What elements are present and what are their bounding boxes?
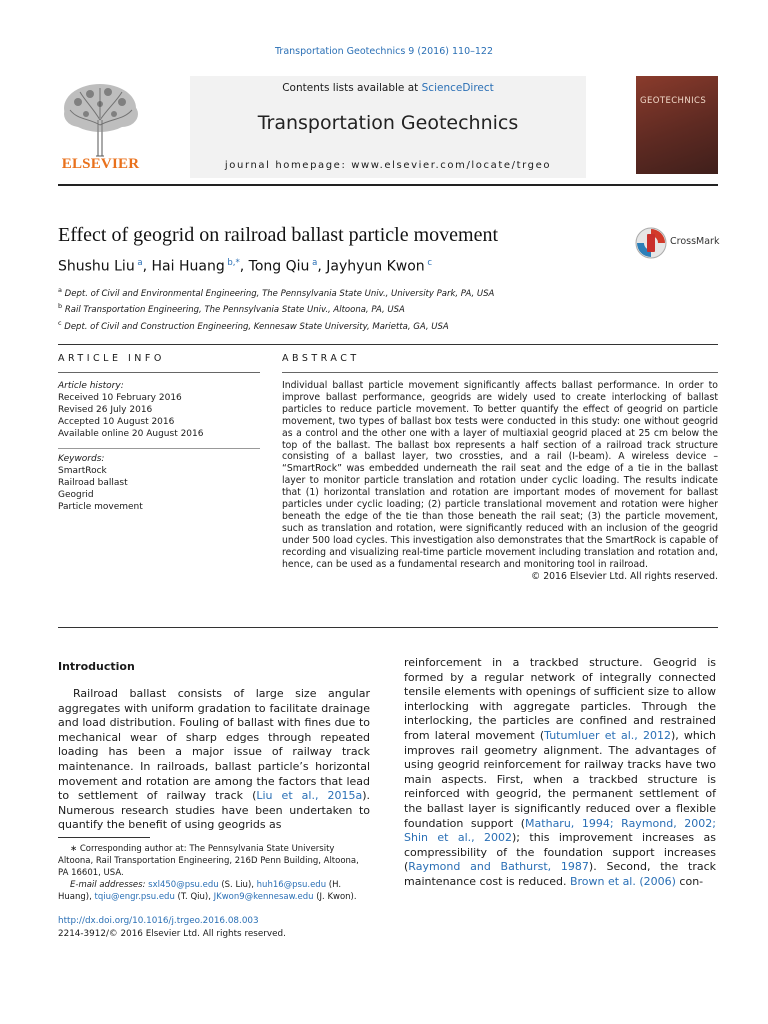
header-rule [58,184,718,186]
footnote [58,843,370,903]
author-name[interactable]: Jayhyun Kwon [326,258,425,275]
journal-citation[interactable]: Transportation Geotechnics 9 (2016) 110–122 [275,46,493,57]
cover-title: GEOTECHNICS [640,96,707,106]
article-title: Effect of geogrid on railroad ballast particle movement [58,224,499,246]
affiliation-line: $^a$ Dept. of Civil and Environmental Engineering, The Pennsylvania State Univ., University Park, PA, USA [58,286,495,299]
crossmark-label[interactable]: CrossMark [670,236,720,247]
ref-matharu-raymond-shin[interactable]: Matharu, 1994; Raymond, 2002; Shin et al., 2002 [404,816,717,845]
keywords-rule [58,448,260,449]
author-affiliation-mark[interactable]: a [309,258,318,268]
author-list: Shushu Liu $^a$, Hai Huang $^{b,*}$, Tong Qiu $^a$, Jayhyun Kwon $^c$ [58,258,433,275]
author-affiliation-mark[interactable]: c [424,258,433,268]
affiliation-line: $^c$ Dept. of Civil and Construction Engineering, Kennesaw State University, Marietta, GA, USA [58,318,449,332]
sciencedirect-link[interactable]: ScienceDirect [421,82,494,94]
keyword-item: Railroad ballast [58,478,128,488]
history-label: Article history: [58,381,124,391]
history-item: Received 10 February 2016 [58,393,182,403]
author-affiliation-mark[interactable]: b,* [224,258,240,268]
ref-liu-2015a[interactable]: Liu et al., 2015a [256,789,363,803]
history-list [58,392,260,440]
author-name[interactable]: Hai Huang [151,258,225,275]
author-affiliation-mark[interactable]: a [134,258,143,268]
article-info-rule [58,372,260,373]
ref-raymond-bathurst-1987[interactable]: Raymond and Bathurst, 1987 [408,860,589,874]
contents-line: Contents lists available at ScienceDirect [282,82,494,94]
crossmark-icon[interactable] [634,226,670,260]
elsevier-tree-logo [58,80,143,158]
article-info [58,380,260,513]
author-name[interactable]: Tong Qiu [248,258,310,275]
journal-name: Transportation Geotechnics [257,112,519,134]
keyword-item: SmartRock [58,466,107,476]
abstract-end-rule [58,627,718,628]
introduction-left-column: Railroad ballast consists of large size angular aggregates with uniform gradation to facilitate drainage and load distribution. Fouling of ballast with fines due to mechanical wear of sharp edges through repeated loading has been a major issue of railway track maintenance. In railroads, ballast particle’s horizontal movement and rotation are among the factors that lead to settlement of railway track (Liu et al., 2015a). Numerous research studies have been undertaken to quantify the benefit of using geogrids as [58,687,370,832]
elsevier-wordmark: ELSEVIER [61,156,140,172]
journal-cover-thumbnail[interactable] [636,76,718,174]
keywords-label: Keywords: [58,454,105,464]
corresponding-author-note: ∗ Corresponding author at: The Pennsylvania State University Altoona, Rail Transportation Engineering, 216D Penn Building, Altoona, PA 16601, USA. [58,844,359,878]
doi-block [58,915,286,940]
abstract-heading: ABSTRACT [282,353,360,364]
ref-tutumluer-2012[interactable]: Tutumluer et al., 2012 [544,728,671,742]
keywords-list [58,465,260,513]
keyword-item: Particle movement [58,502,143,512]
abstract-rule [282,372,718,373]
journal-homepage[interactable]: journal homepage: www.elsevier.com/locate/trgeo [224,160,552,171]
abstract-text: Individual ballast particle movement significantly affects ballast performance. In order to improve ballast performance, geogrids are widely used to create interlocking of ballast particles to reduce particle movement. To better quantify the effect of geogrid on particle movement, two types of ballast box tests were conducted in this study: one without geogrid as a control and the other one with a layer of multiaxial geogrid placed at 25 cm below the top of the ballast. The ballast box represents a half section of a railroad track structure consisting of a ballast layer, two crossties, and a rail (I-beam). A wireless device – “SmartRock” was embedded underneath the rail seat and the edge of a tie in the ballast layer to monitor particle translation and rotation under cyclic loading. The results indicate that (1) horizontal translation and rotation are important modes of movement for ballast particles under cyclic loading; (2) particle translational movement and rotation were higher beneath the edge of the tie than those beneath the rail seat; (3) the particle movement, such as translation and rotation, were significantly reduced with an inclusion of the geogrid under 500 load cycles. This investigation also demonstrates that the SmartRock is capable of recording and visualizing real-time particle movement including translation and rotation and, hence, can be used as a fundamental research and monitoring tool in railroad. [282,380,718,570]
email-link[interactable]: JKwon9@kennesaw.edu [213,892,314,902]
email-addresses: E-mail addresses: sxl450@psu.edu (S. Liu), huh16@psu.edu (H. Huang), tqiu@engr.psu.edu (T. Qiu), JKwon9@kennesaw.edu (J. Kwon). [58,880,357,902]
email-link[interactable]: tqiu@engr.psu.edu [94,892,175,902]
author-name[interactable]: Shushu Liu [58,258,135,275]
email-link[interactable]: sxl450@psu.edu [148,880,219,890]
email-link[interactable]: huh16@psu.edu [256,880,327,890]
history-item: Revised 26 July 2016 [58,405,153,415]
history-item: Accepted 10 August 2016 [58,417,175,427]
section-rule [58,344,718,345]
introduction-right-column: reinforcement in a trackbed structure. Geogrid is formed by a regular network of integrally connected tensile elements with openings of sufficient size to allow interlocking with aggregate particles. Through the interlocking, the particles are confined and restrained from lateral movement (Tutumluer et al., 2012), which improves rail geometry alignment. The advantages of using geogrid reinforcement for railway tracks have two main aspects. First, when a trackbed structure is reinforced with geogrid, the permanent settlement of the ballast layer is significantly reduced over a flexible foundation support (Matharu, 1994; Raymond, 2002; Shin et al., 2002); this improvement increases as compressibility of the foundation support increases (Raymond and Bathurst, 1987). Second, the track maintenance cost is reduced. Brown et al. (2006) con- [404,656,717,888]
affiliations [58,284,494,333]
introduction-heading: Introduction [58,660,135,673]
affiliation-line: $^b$ Rail Transportation Engineering, The Pennsylvania State Univ., Altoona, PA, USA [58,302,405,316]
abstract-copyright: © 2016 Elsevier Ltd. All rights reserved. [530,570,718,582]
abstract-body [282,380,718,582]
doi-link[interactable]: http://dx.doi.org/10.1016/j.trgeo.2016.08.003 [58,916,259,926]
footnote-rule [58,837,150,838]
ref-brown-2006[interactable]: Brown et al. (2006) [569,874,676,888]
keyword-item: Geogrid [58,490,94,500]
article-info-heading: ARTICLE INFO [58,353,165,364]
history-item: Available online 20 August 2016 [58,429,204,439]
issn-line: 2214-3912/© 2016 Elsevier Ltd. All rights reserved. [58,928,286,939]
